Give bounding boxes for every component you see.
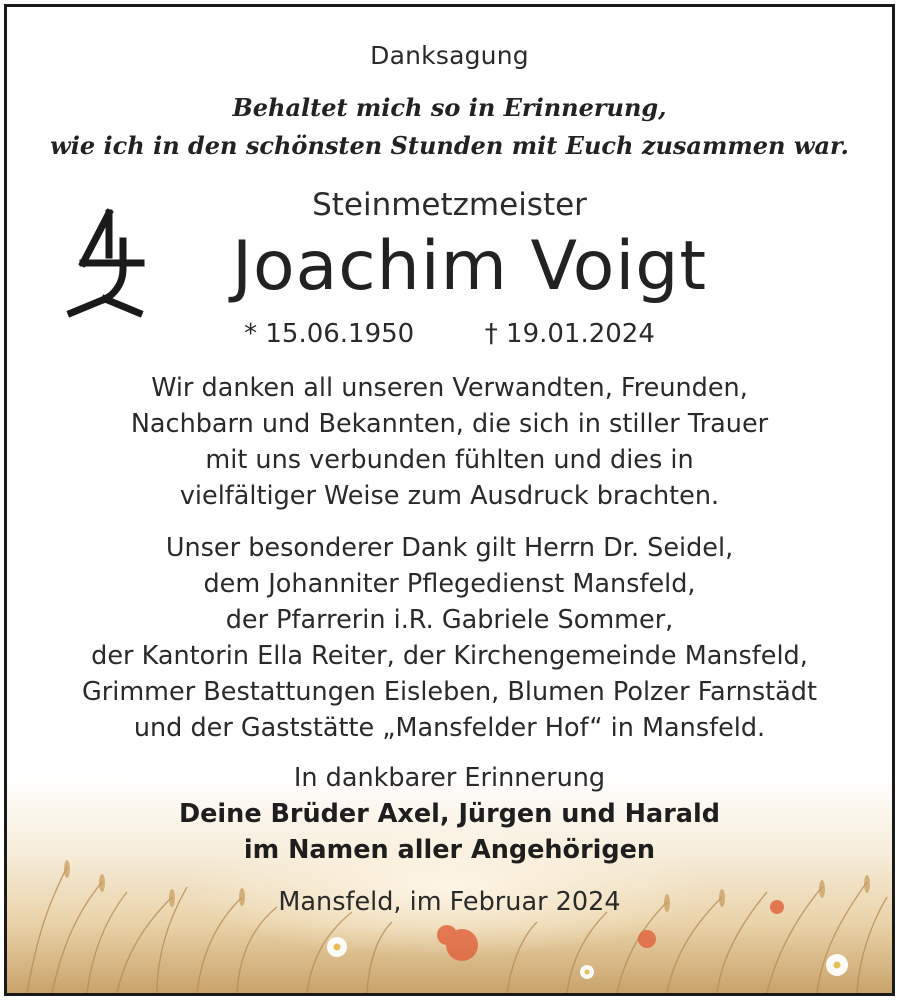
- profession: Steinmetzmeister: [312, 187, 587, 223]
- heading-danksagung: Danksagung: [370, 41, 529, 70]
- thanks-1-line-2: Nachbarn und Bekannten, die sich in stiller Trauer: [130, 409, 769, 439]
- thanks-2-line-2: dem Johanniter Pflegedienst Mansfeld,: [203, 569, 696, 599]
- thanks-1-line-1: Wir danken all unseren Verwandten, Freunden,: [151, 373, 748, 403]
- thanks-1-line-3: mit uns verbunden fühlten und dies in: [205, 445, 694, 475]
- signers-line-2: im Namen aller Angehörigen: [243, 835, 656, 865]
- place-and-date: Mansfeld, im Februar 2024: [278, 887, 621, 917]
- signers-line-1: Deine Brüder Axel, Jürgen und Harald: [178, 799, 721, 829]
- death-date: † 19.01.2024: [484, 319, 655, 349]
- closing-intro: In dankbarer Erinnerung: [293, 763, 606, 793]
- thanks-2-line-4: der Kantorin Ella Reiter, der Kirchengemeinde Mansfeld,: [91, 641, 808, 671]
- thanks-2-line-5: Grimmer Bestattungen Eisleben, Blumen Polzer Farnstädt: [82, 677, 817, 707]
- motto-line-2: wie ich in den schönsten Stunden mit Euch zusammen war.: [50, 131, 849, 160]
- thanks-2-line-3: der Pfarrerin i.R. Gabriele Sommer,: [225, 605, 674, 635]
- thanks-2-line-6: und der Gaststätte „Mansfelder Hof“ in Mansfeld.: [133, 713, 766, 743]
- birth-date: * 15.06.1950: [244, 319, 415, 349]
- motto-line-1: Behaltet mich so in Erinnerung,: [232, 93, 667, 122]
- thanks-1-line-4: vielfältiger Weise zum Ausdruck brachten.: [179, 481, 720, 511]
- deceased-name: Joachim Voigt: [231, 227, 708, 306]
- obituary-card: [4, 4, 895, 996]
- life-dates: [7, 319, 892, 349]
- thanks-2-line-1: Unser besonderer Dank gilt Herrn Dr. Seidel,: [165, 533, 734, 563]
